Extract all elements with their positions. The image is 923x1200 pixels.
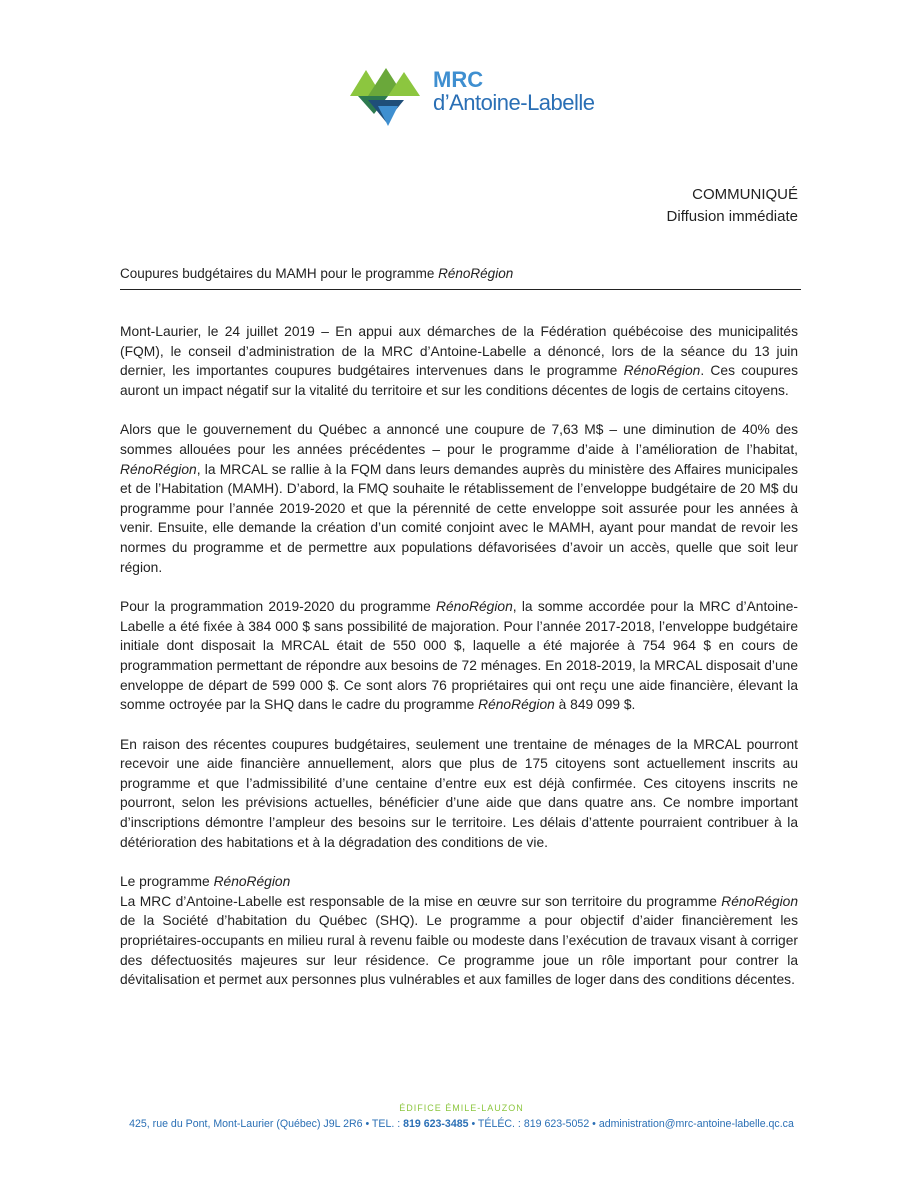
- press-release-body: [120, 322, 798, 1010]
- subject-divider: [120, 289, 801, 290]
- program-description-b: de la Société d’habitation du Québec (SHQ). Le programme a pour objectif d’aider financièrement les propriétaires-occupants en milieu rural à revenu faible ou modeste dans l’exécution de travaux visant à corriger des défectuosités majeures sur leur résidence. Ce programme joue un rôle important pour contrer la dévitalisation et permet aux personnes plus vulnérables et aux familles de loger dans des conditions décentes.: [120, 913, 798, 988]
- paragraph-consequences: En raison des récentes coupures budgétaires, seulement une trentaine de ménages de la MRCAL pourront recevoir une aide financière annuellement, alors que plus de 175 citoyens sont actuellement inscrits au programme et que l’admissibilité d’une centaine d’entre eux est déjà confirmée. Ces citoyens inscrits ne pourront, selon les prévisions actuelles, bénéficier d’une aide que dans quatre ans. Ce nombre important d’inscriptions démontre l’ampleur des besoins sur le territoire. Les délais d’attente pourraient contribuer à la détérioration des habitations et à la dégradation des conditions de vie.: [120, 736, 798, 850]
- footer-contact: [0, 1118, 923, 1130]
- subject-line: [120, 266, 513, 281]
- intro-program: RénoRégion: [623, 363, 701, 379]
- program-description-a: La MRC d’Antoine-Labelle est responsable de la mise en œuvre sur son territoire du programme: [120, 893, 722, 909]
- paragraph-programmation: [120, 597, 798, 715]
- mountains-logo-icon: [348, 66, 428, 130]
- budget-cut-program: RénoRégion: [120, 461, 197, 477]
- footer-address: 425, rue du Pont, Mont-Laurier (Québec) J9L 2R6 • TEL. :: [129, 1118, 404, 1130]
- footer-email-link[interactable]: administration@mrc-antoine-labelle.qc.ca: [598, 1118, 794, 1130]
- budget-cut-text-a: Alors que le gouvernement du Québec a annoncé une coupure de 7,63 M$ – une diminution de 40% des sommes allouées pour les années précédentes – pour le programme d’aide à l’amélioration de l’habitat,: [120, 422, 798, 457]
- budget-cut-text-b: , la MRCAL se rallie à la FQM dans leurs demandes auprès du ministère des Affaires municipales et de l’Habitation (MAMH). D’abord, la FMQ souhaite le rétablissement de l’enveloppe budgétaire de 20 M$ du programme pour l’année 2019-2020 et que la pérennité de cette enveloppe soit assurée pour les années à venir. Ensuite, elle demande la création d’un comité conjoint avec le MAMH, ayant pour mandat de revoir les normes du programme et de permettre aux populations défavorisées d’avoir un accès, quelle que soit leur région.: [120, 461, 798, 575]
- diffusion-label: Diffusion immédiate: [666, 208, 798, 225]
- footer-building: ÉDIFICE ÉMILE-LAUZON: [399, 1103, 524, 1113]
- program-description-italic: RénoRégion: [721, 893, 798, 909]
- logo-line-2: d’Antoine-Labelle: [433, 90, 595, 116]
- logo-wordmark: [433, 68, 595, 114]
- paragraph-program-description: [120, 892, 798, 990]
- paragraph-intro: [120, 322, 798, 400]
- section-heading: [120, 872, 798, 892]
- section-title-text: Le programme: [120, 874, 214, 890]
- footer-phone: 819 623-3485: [403, 1118, 469, 1130]
- subject-text: Coupures budgétaires du MAMH pour le programme: [120, 266, 439, 281]
- intro-text-a: En appui aux démarches de la Fédération québécoise des municipalités (FQM), le conseil d’administration de la MRC d’Antoine-Labelle a dénoncé, lors de la séance du 13 juin dernier, les importantes coupures budgétaires intervenues dans le programme: [120, 324, 798, 379]
- programmation-program-2: RénoRégion: [478, 697, 555, 713]
- programmation-program-1: RénoRégion: [436, 599, 513, 615]
- mrc-logo: [348, 66, 608, 130]
- footer-fax: • TÉLÉC. : 819 623-5052 •: [468, 1118, 599, 1130]
- paragraph-budget-cut: [120, 420, 798, 577]
- release-header: [667, 184, 798, 228]
- communique-label: COMMUNIQUÉ: [692, 186, 798, 203]
- programmation-text-a: Pour la programmation 2019-2020 du programme: [120, 599, 437, 615]
- section-title-program: RénoRégion: [213, 874, 291, 890]
- programmation-text-c: à 849 099 $.: [554, 697, 636, 713]
- dateline: Mont-Laurier, le 24 juillet 2019 –: [120, 324, 336, 339]
- logo-line-1: MRC: [433, 67, 484, 92]
- subject-program: RénoRégion: [438, 266, 514, 281]
- intro-text-b: . Ces coupures auront un impact négatif sur la vitalité du territoire et sur les conditions décentes de logis de certains citoyens.: [120, 363, 799, 398]
- programmation-text-b: , la somme accordée pour la MRC d’Antoine-Labelle a été fixée à 384 000 $ sans possibilité de majoration. Pour l’année 2017-2018, l’enveloppe budgétaire initiale dont disposait la MRCAL était de 550 000 $, laquelle a été majorée à 754 964 $ en cours de programmation permettant de répondre aux besoins de 72 ménages. En 2018-2019, la MRCAL disposait d’une enveloppe de départ de 599 000 $. Ce sont alors 76 propriétaires qui ont reçu une aide financière, élevant la somme octroyée par la SHQ dans le cadre du programme: [120, 599, 798, 713]
